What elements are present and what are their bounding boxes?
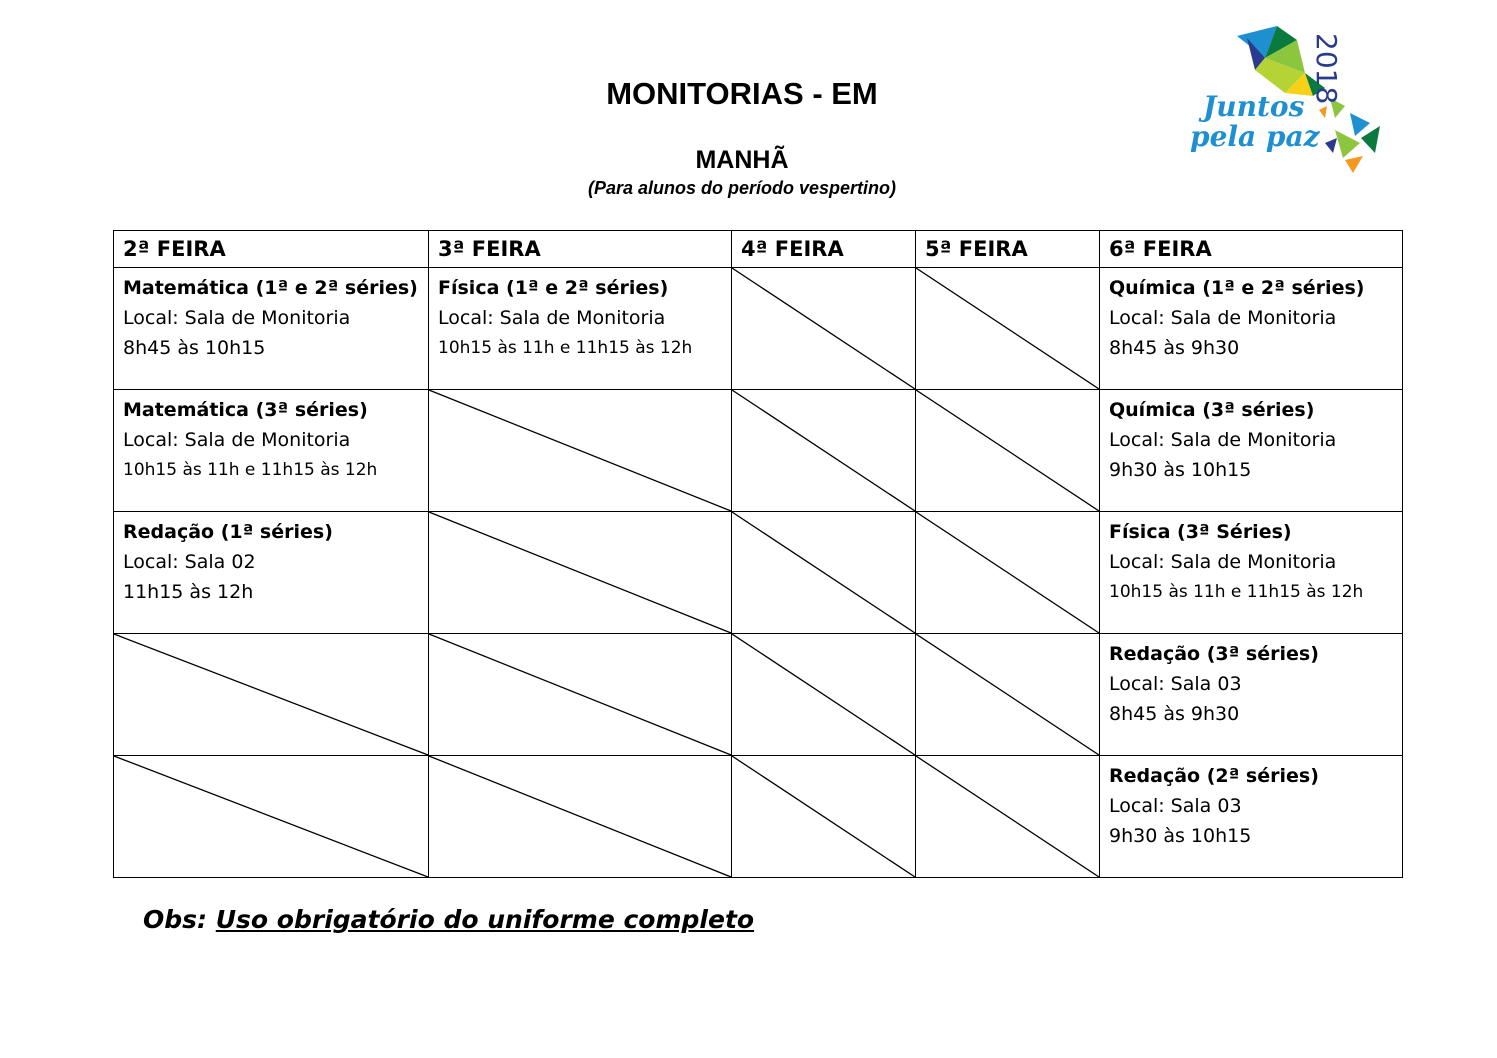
slot-content (1100, 512, 1402, 607)
slot-location: Local: Sala de Monitoria (1109, 551, 1337, 573)
slot-time: 8h45 às 9h30 (1109, 703, 1240, 725)
logo-slogan-line1: Juntos (1203, 90, 1305, 123)
slot-subject: Física (3ª Séries) (1109, 521, 1292, 543)
slot-location: Local: Sala de Monitoria (1109, 429, 1337, 451)
slot-location: Local: Sala de Monitoria (123, 307, 351, 329)
empty-slot-diagonal (916, 268, 1099, 389)
day-header-row (114, 231, 1403, 268)
empty-slot (732, 634, 916, 756)
slot-content (1100, 268, 1402, 363)
page-title: MONITORIAS - EM (606, 76, 878, 111)
slot-location: Local: Sala de Monitoria (438, 307, 666, 329)
empty-slot-diagonal (429, 512, 731, 633)
slot-location: Local: Sala 02 (123, 551, 256, 573)
empty-slot (114, 756, 429, 878)
empty-slot-diagonal (916, 512, 1099, 633)
day-header: 2ª FEIRA (114, 231, 429, 268)
juntos-pela-paz-logo (1185, 18, 1390, 178)
slot-content (114, 268, 428, 363)
slot-subject: Matemática (1ª e 2ª séries) (123, 277, 418, 299)
schedule-body (114, 268, 1403, 878)
slot-time: 11h15 às 12h (123, 581, 254, 603)
empty-slot (916, 512, 1100, 634)
day-header: 6ª FEIRA (1100, 231, 1403, 268)
slot-subject: Redação (2ª séries) (1109, 765, 1319, 787)
empty-slot (429, 390, 732, 512)
schedule-row (114, 512, 1403, 634)
schedule-row (114, 634, 1403, 756)
period-note: (Para alunos do período vespertino) (587, 178, 897, 198)
empty-slot-diagonal (732, 390, 915, 511)
day-header: 3ª FEIRA (429, 231, 732, 268)
empty-slot (732, 390, 916, 512)
slot-location: Local: Sala 03 (1109, 795, 1242, 817)
monitoring-slot (114, 390, 429, 512)
slot-time: 10h15 às 11h e 11h15 às 12h (123, 460, 378, 480)
obs-text: Uso obrigatório do uniforme completo (215, 905, 755, 934)
empty-slot (429, 512, 732, 634)
monitoring-slot (1100, 756, 1403, 878)
logo-year: 2018 (1310, 33, 1343, 105)
slot-time: 10h15 às 11h e 11h15 às 12h (1109, 582, 1364, 602)
empty-slot-diagonal (916, 634, 1099, 755)
empty-slot-diagonal (732, 268, 915, 389)
empty-slot (916, 268, 1100, 390)
slot-subject: Matemática (3ª séries) (123, 399, 368, 421)
slot-time: 8h45 às 10h15 (123, 337, 266, 359)
empty-slot (916, 390, 1100, 512)
slot-time: 8h45 às 9h30 (1109, 337, 1240, 359)
slot-content (1100, 634, 1402, 729)
empty-slot (916, 756, 1100, 878)
monitoring-slot (114, 512, 429, 634)
obs-label: Obs: (143, 905, 208, 934)
empty-slot (732, 756, 916, 878)
slot-content (114, 512, 428, 607)
empty-slot-diagonal (916, 390, 1099, 511)
slot-time: 10h15 às 11h e 11h15 às 12h (438, 338, 693, 358)
schedule-row (114, 756, 1403, 878)
empty-slot-diagonal (732, 756, 915, 877)
slot-location: Local: Sala de Monitoria (123, 429, 351, 451)
slot-content (429, 268, 731, 363)
empty-slot-diagonal (916, 756, 1099, 877)
slot-content (1100, 756, 1402, 851)
slot-location: Local: Sala de Monitoria (1109, 307, 1337, 329)
footer-observation (143, 905, 754, 934)
slot-subject: Física (1ª e 2ª séries) (438, 277, 669, 299)
period-heading: MANHÃ (695, 146, 789, 174)
empty-slot-diagonal (429, 390, 731, 511)
monitoring-slot (114, 268, 429, 390)
day-header: 5ª FEIRA (916, 231, 1100, 268)
monitoring-slot (429, 268, 732, 390)
schedule-row (114, 268, 1403, 390)
slot-subject: Redação (3ª séries) (1109, 643, 1319, 665)
empty-slot-diagonal (429, 634, 731, 755)
slot-subject: Química (1ª e 2ª séries) (1109, 277, 1365, 299)
empty-slot (429, 634, 732, 756)
schedule-table (113, 230, 1403, 878)
schedule-row (114, 390, 1403, 512)
slot-subject: Química (3ª séries) (1109, 399, 1315, 421)
empty-slot-diagonal (429, 756, 731, 877)
empty-slot (916, 634, 1100, 756)
monitoring-slot (1100, 512, 1403, 634)
empty-slot-diagonal (114, 634, 428, 755)
empty-slot-diagonal (732, 512, 915, 633)
slot-location: Local: Sala 03 (1109, 673, 1242, 695)
logo-slogan-line2: pela paz (1190, 120, 1320, 153)
empty-slot-diagonal (732, 634, 915, 755)
empty-slot (732, 512, 916, 634)
empty-slot (429, 756, 732, 878)
empty-slot (732, 268, 916, 390)
slot-content (114, 390, 428, 485)
slot-time: 9h30 às 10h15 (1109, 459, 1252, 481)
slot-time: 9h30 às 10h15 (1109, 825, 1252, 847)
monitoring-slot (1100, 390, 1403, 512)
empty-slot-diagonal (114, 756, 428, 877)
monitoring-slot (1100, 268, 1403, 390)
slot-subject: Redação (1ª séries) (123, 521, 333, 543)
monitoring-slot (1100, 634, 1403, 756)
day-header: 4ª FEIRA (732, 231, 916, 268)
slot-content (1100, 390, 1402, 485)
empty-slot (114, 634, 429, 756)
